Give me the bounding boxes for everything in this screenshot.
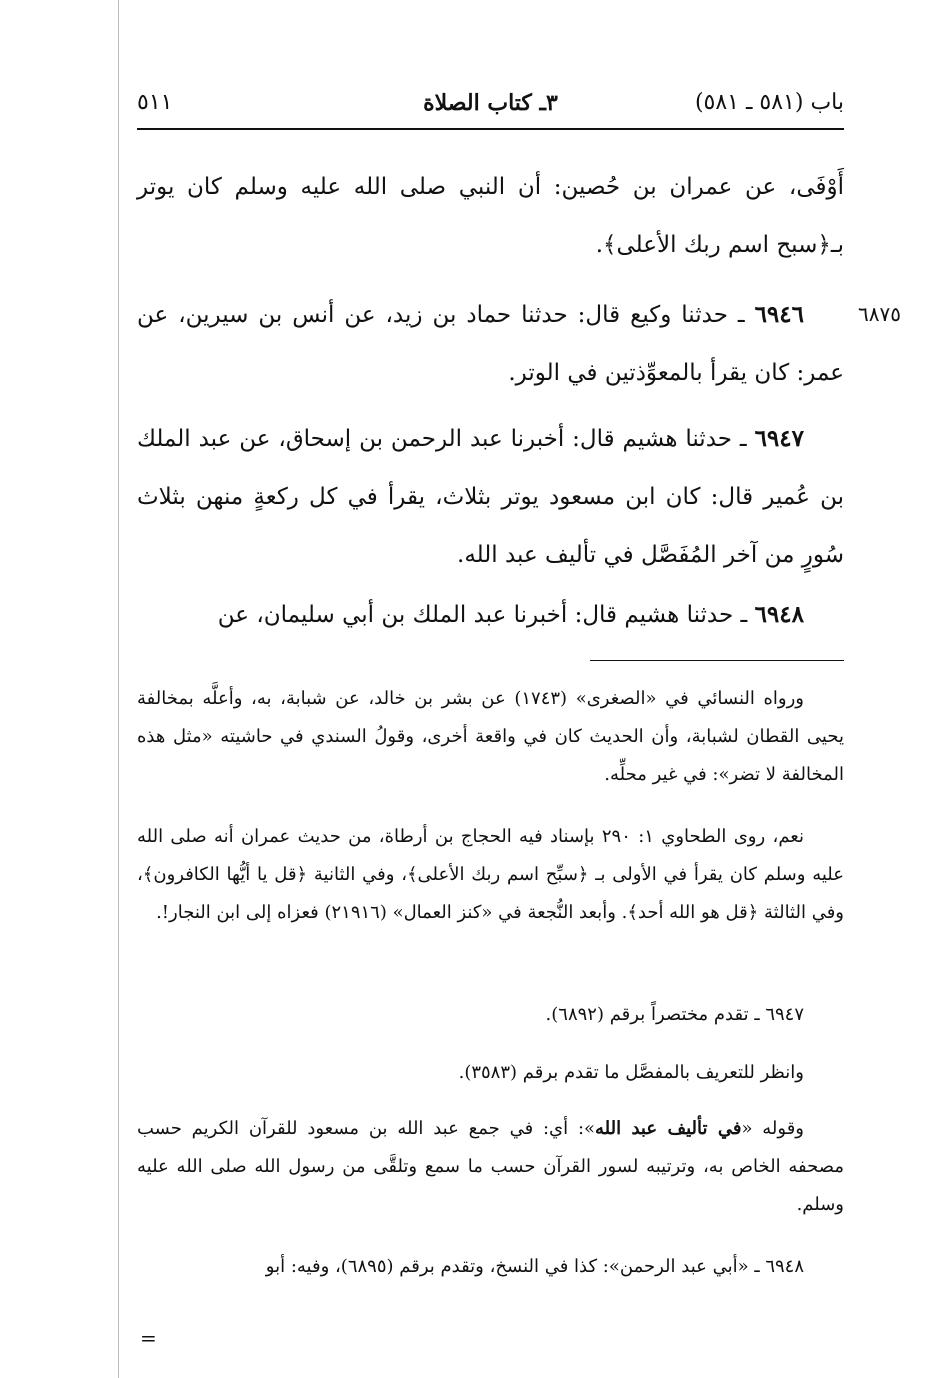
footnote-3: ٦٩٤٧ ـ تقدم مختصراً برقم (٦٨٩٢). xyxy=(545,1004,804,1025)
hadith-text: ـ حدثنا وكيع قال: حدثنا حماد بن زيد، عن أنس بن سيرين، عن عمر: كان يقرأ بالمعوِّذتين في الوتر. xyxy=(137,302,844,386)
header-rule xyxy=(137,128,844,130)
chapter-heading: باب (٥٨١ ـ ٥٨١) xyxy=(694,90,844,115)
footnote-separator xyxy=(590,660,844,661)
page-number: ٥١١ xyxy=(137,90,173,115)
binding-line xyxy=(118,0,119,1378)
paragraph-text: أَوْفَى، عن عمران بن حُصين: أن النبي صلى الله عليه وسلم كان يوتر بـ﴿سبح اسم ربك الأعلى﴾. xyxy=(137,174,844,258)
book-title: ٣ـ كتاب الصلاة xyxy=(423,90,558,116)
continuation-mark: = xyxy=(140,1326,157,1350)
footnote-text: وقوله « xyxy=(741,1118,805,1139)
footnote-emphasis: في تأليف عبد الله xyxy=(595,1118,742,1139)
hadith-number: ٦٩٤٦ xyxy=(754,301,804,328)
footnote-1: ورواه النسائي في «الصغرى» (١٧٤٣) عن بشر بن خالد، عن شبابة، به، وأعلَّه بمخالفة يحيى القطان لشبابة، وأن الحديث كان في واقعة أخرى، وقولُ السندي في حاشيته «مثل هذه المخالفة لا تضر»: في غير محلِّه. xyxy=(137,688,844,785)
footnote-5 xyxy=(137,1110,844,1224)
hadith-6948 xyxy=(137,586,844,644)
footnote-6: ٦٩٤٨ ـ «أبي عبد الرحمن»: كذا في النسخ، وتقدم برقم (٦٨٩٥)، وفيه: أبو xyxy=(265,1256,804,1277)
footnote-4: وانظر للتعريف بالمفصَّل ما تقدم برقم (٣٥٨٣). xyxy=(458,1062,804,1083)
main-paragraph-1 xyxy=(137,158,844,274)
page-header xyxy=(137,86,844,126)
hadith-6946 xyxy=(137,286,844,402)
footnote-2: نعم، روى الطحاوي ١: ٢٩٠ بإسناد فيه الحجاج بن أرطاة، من حديث عمران أنه صلى الله عليه وسلم كان يقرأ في الأولى بـ ﴿سبِّح اسم ربك الأعلى﴾، وفي الثانية ﴿قل يا أيُّها الكافرون﴾، وفي الثالثة ﴿قل هو الله أحد﴾. وأبعد النُّجعة في «كنز العمال» (٢١٩١٦) فعزاه إلى ابن النجار!. xyxy=(137,826,844,923)
hadith-number: ٦٩٤٧ xyxy=(754,425,804,452)
hadith-6947 xyxy=(137,410,844,584)
margin-number: ٦٨٧٥ xyxy=(858,302,901,326)
footnote-text: »: أي: في جمع عبد الله بن مسعود للقرآن الكريم حسب مصحفه الخاص به، وترتيبه لسور القرآن حسب ما سمع وتلقَّى من رسول الله صلى الله عليه وسلم. xyxy=(137,1118,844,1215)
hadith-number: ٦٩٤٨ xyxy=(754,601,804,628)
hadith-text: ـ حدثنا هشيم قال: أخبرنا عبد الملك بن أبي سليمان، عن xyxy=(217,602,755,628)
hadith-text: ـ حدثنا هشيم قال: أخبرنا عبد الرحمن بن إسحاق، عن عبد الملك بن عُمير قال: كان ابن مسعود يوتر بثلاث، يقرأ في كل ركعةٍ منهن بثلاث سُورٍ من آخر المُفَصَّل في تأليف عبد الله. xyxy=(137,426,844,568)
